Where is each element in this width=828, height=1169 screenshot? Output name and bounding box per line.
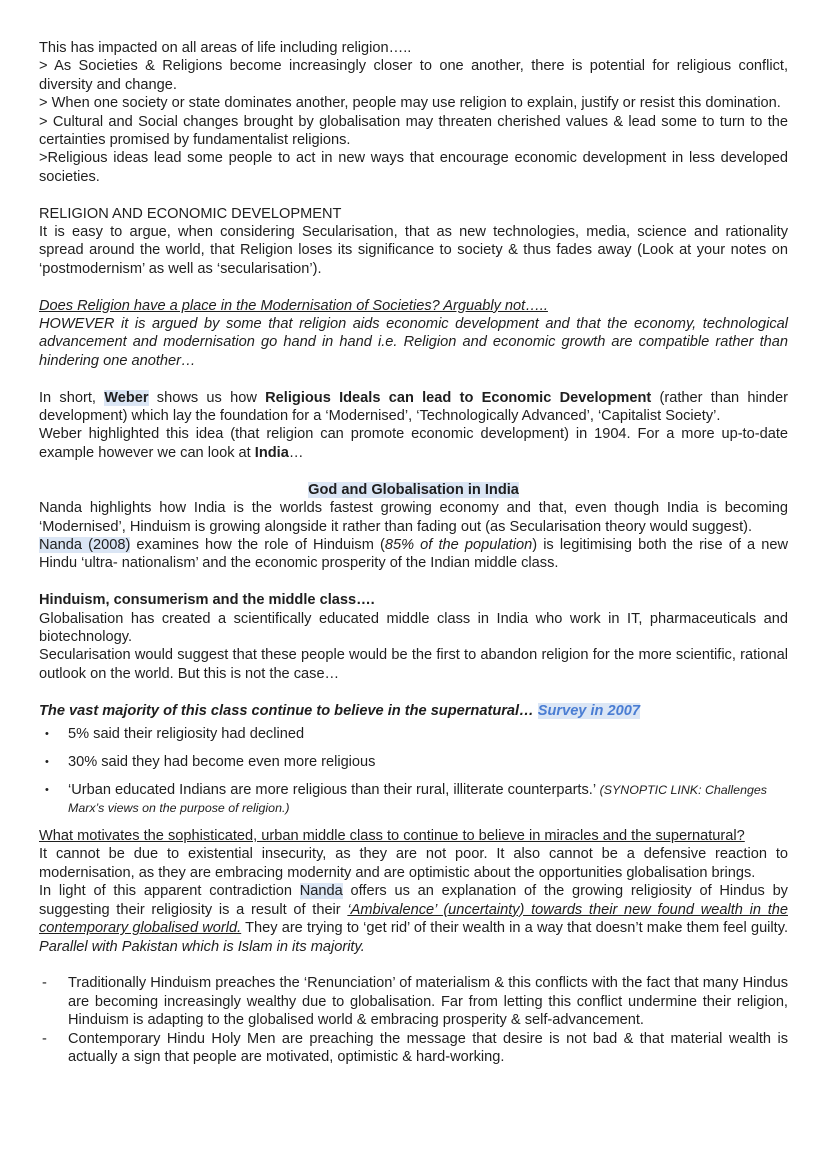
nanda-highlight: Nanda <box>299 883 343 900</box>
survey-list <box>39 725 788 818</box>
nanda-intro-paragraph: Nanda highlights how India is the worlds fastest growing economy and that, even though India is becoming ‘Modernised’, Hinduism is growing alongside it rather than fading out (as Secularisation theory would suggest). <box>39 500 788 535</box>
list-item: • 5% said their religiosity had declined <box>45 725 305 742</box>
list-item: - Traditionally Hinduism preaches the ‘Renunciation’ of materialism & this conflicts with the fact that many Hindus are becoming increasingly wealthy due to globalisation. Far from letting this conflict undermine their religion, Hinduism is adapting to the globalised world & embracing prosperity & self-advancement. <box>42 975 788 1029</box>
modernisation-paragraph: HOWEVER it is argued by some that religion aids economic development and that the economy, technological advancement and modernisation go hand in hand i.e. Religion and economic growth are compatible rather than hindering one another… <box>39 316 788 369</box>
hinduism-points-list <box>39 974 788 1066</box>
weber-paragraph: In short, Weber shows us how Religious Ideals can lead to Economic Development (rather than hinder development) which lay the foundation for a ‘Modernised’, ‘Technologically Advanced’, ‘Capitalist Society’. <box>39 389 788 425</box>
bullet-icon: • <box>45 783 49 796</box>
survey-label: Survey in 2007 <box>537 702 640 719</box>
list-item: • 30% said they had become even more religious <box>45 753 376 770</box>
bullet-icon: • <box>45 727 49 740</box>
intro-point-conflict: > As Societies & Religions become increasingly closer to one another, there is potential for religious conflict, diversity and change. <box>39 58 788 93</box>
middle-class-paragraph: Globalisation has created a scientifically educated middle class in India who work in IT, pharmaceuticals and biotechnology. <box>39 610 788 645</box>
document-page <box>39 39 788 1066</box>
weber-key-idea: Religious Ideals can lead to Economic Development <box>265 389 652 406</box>
spacer <box>39 186 788 204</box>
spacer <box>39 462 788 480</box>
motivation-paragraph: It cannot be due to existential insecurity, as they are not poor. It also cannot be a defensive reaction to modernisation, as they are embracing modernity and are optimistic about the opportunities globalisation brings. <box>39 846 788 881</box>
motivation-question: What motivates the sophisticated, urban middle class to continue to believe in miracles and the supernatural? <box>39 828 745 845</box>
list-item: - Contemporary Hindu Holy Men are preaching the message that desire is not bad & that material wealth is actually a sign that people are motivated, optimistic & hard-working. <box>42 1030 788 1065</box>
section-heading-middle-class: Hinduism, consumerism and the middle class…. <box>39 592 375 609</box>
section-heading-god-globalisation: God and Globalisation in India <box>308 481 519 498</box>
intro-line: This has impacted on all areas of life including religion….. <box>39 40 412 56</box>
spacer <box>39 683 788 701</box>
spacer <box>39 370 788 388</box>
section-heading-economic-development: RELIGION AND ECONOMIC DEVELOPMENT <box>39 205 342 222</box>
india-bold: India <box>254 444 289 461</box>
synoptic-link: (SYNOPTIC LINK: Challenges Marx’s views on the purpose of religion.) <box>68 782 767 816</box>
dash-icon: - <box>42 975 47 992</box>
pakistan-parallel: Parallel with Pakistan which is Islam in its majority. <box>39 938 365 955</box>
bullet-icon: • <box>45 755 49 768</box>
nanda-2008-highlight: Nanda (2008) <box>39 536 131 553</box>
secularisation-paragraph: Secularisation would suggest that these people would be the first to abandon religion for the more scientific, rational outlook on the world. But this is not the case… <box>39 647 788 682</box>
spacer <box>39 956 788 974</box>
spacer <box>39 573 788 591</box>
weber-india-paragraph: Weber highlighted this idea (that religion can promote economic development) in 1904. For a more up-to-date example however we can look at India… <box>39 426 788 461</box>
dash-icon: - <box>42 1030 47 1047</box>
ambivalence-phrase: ‘Ambivalence’ (uncertainty) towards their new found wealth in the contemporary globalised world. <box>39 901 788 937</box>
intro-point-domination: > When one society or state dominates another, people may use religion to explain, justify or resist this domination. <box>39 95 781 112</box>
spacer <box>39 278 788 296</box>
nanda-2008-paragraph: Nanda (2008) examines how the role of Hinduism (85% of the population) is legitimising both the rise of a new Hindu ‘ultra- nationalism’ and the economic prosperity of the Indian middle class. <box>39 536 788 572</box>
list-item: • ‘Urban educated Indians are more religious than their rural, illiterate counterparts.’ (SYNOPTIC LINK: Challenges Marx’s views on the purpose of religion.) <box>45 781 767 816</box>
survey-lead: The vast majority of this class continue to believe in the supernatural… Survey in 2007 <box>39 702 640 719</box>
weber-highlight: Weber <box>104 389 149 406</box>
intro-point-economic-ideas: >Religious ideas lead some people to act in new ways that encourage economic development in less developed societies. <box>39 150 788 185</box>
ambivalence-paragraph: In light of this apparent contradiction Nanda offers us an explanation of the growing religiosity of Hindus by suggesting their religiosity is a result of their ‘Ambivalence’ (uncertainty) towards their new found wealth in the contemporary globalised world. They are trying to ‘get rid’ of their wealth in a way that doesn’t make them feel guilty. Parallel with Pakistan which is Islam in its majority. <box>39 883 788 955</box>
intro-point-cultural-change: > Cultural and Social changes brought by globalisation may threaten cherished values & lead some to turn to the certainties promised by fundamentalist religions. <box>39 113 788 149</box>
modernisation-question: Does Religion have a place in the Modernisation of Societies? Arguably not….. <box>39 297 548 314</box>
economic-development-paragraph: It is easy to argue, when considering Secularisation, that as new technologies, media, science and rationality spread around the world, that Religion loses its significance to society & thus fades away (Look at your notes on ‘postmodernism’ as well as ‘secularisation’). <box>39 224 788 277</box>
